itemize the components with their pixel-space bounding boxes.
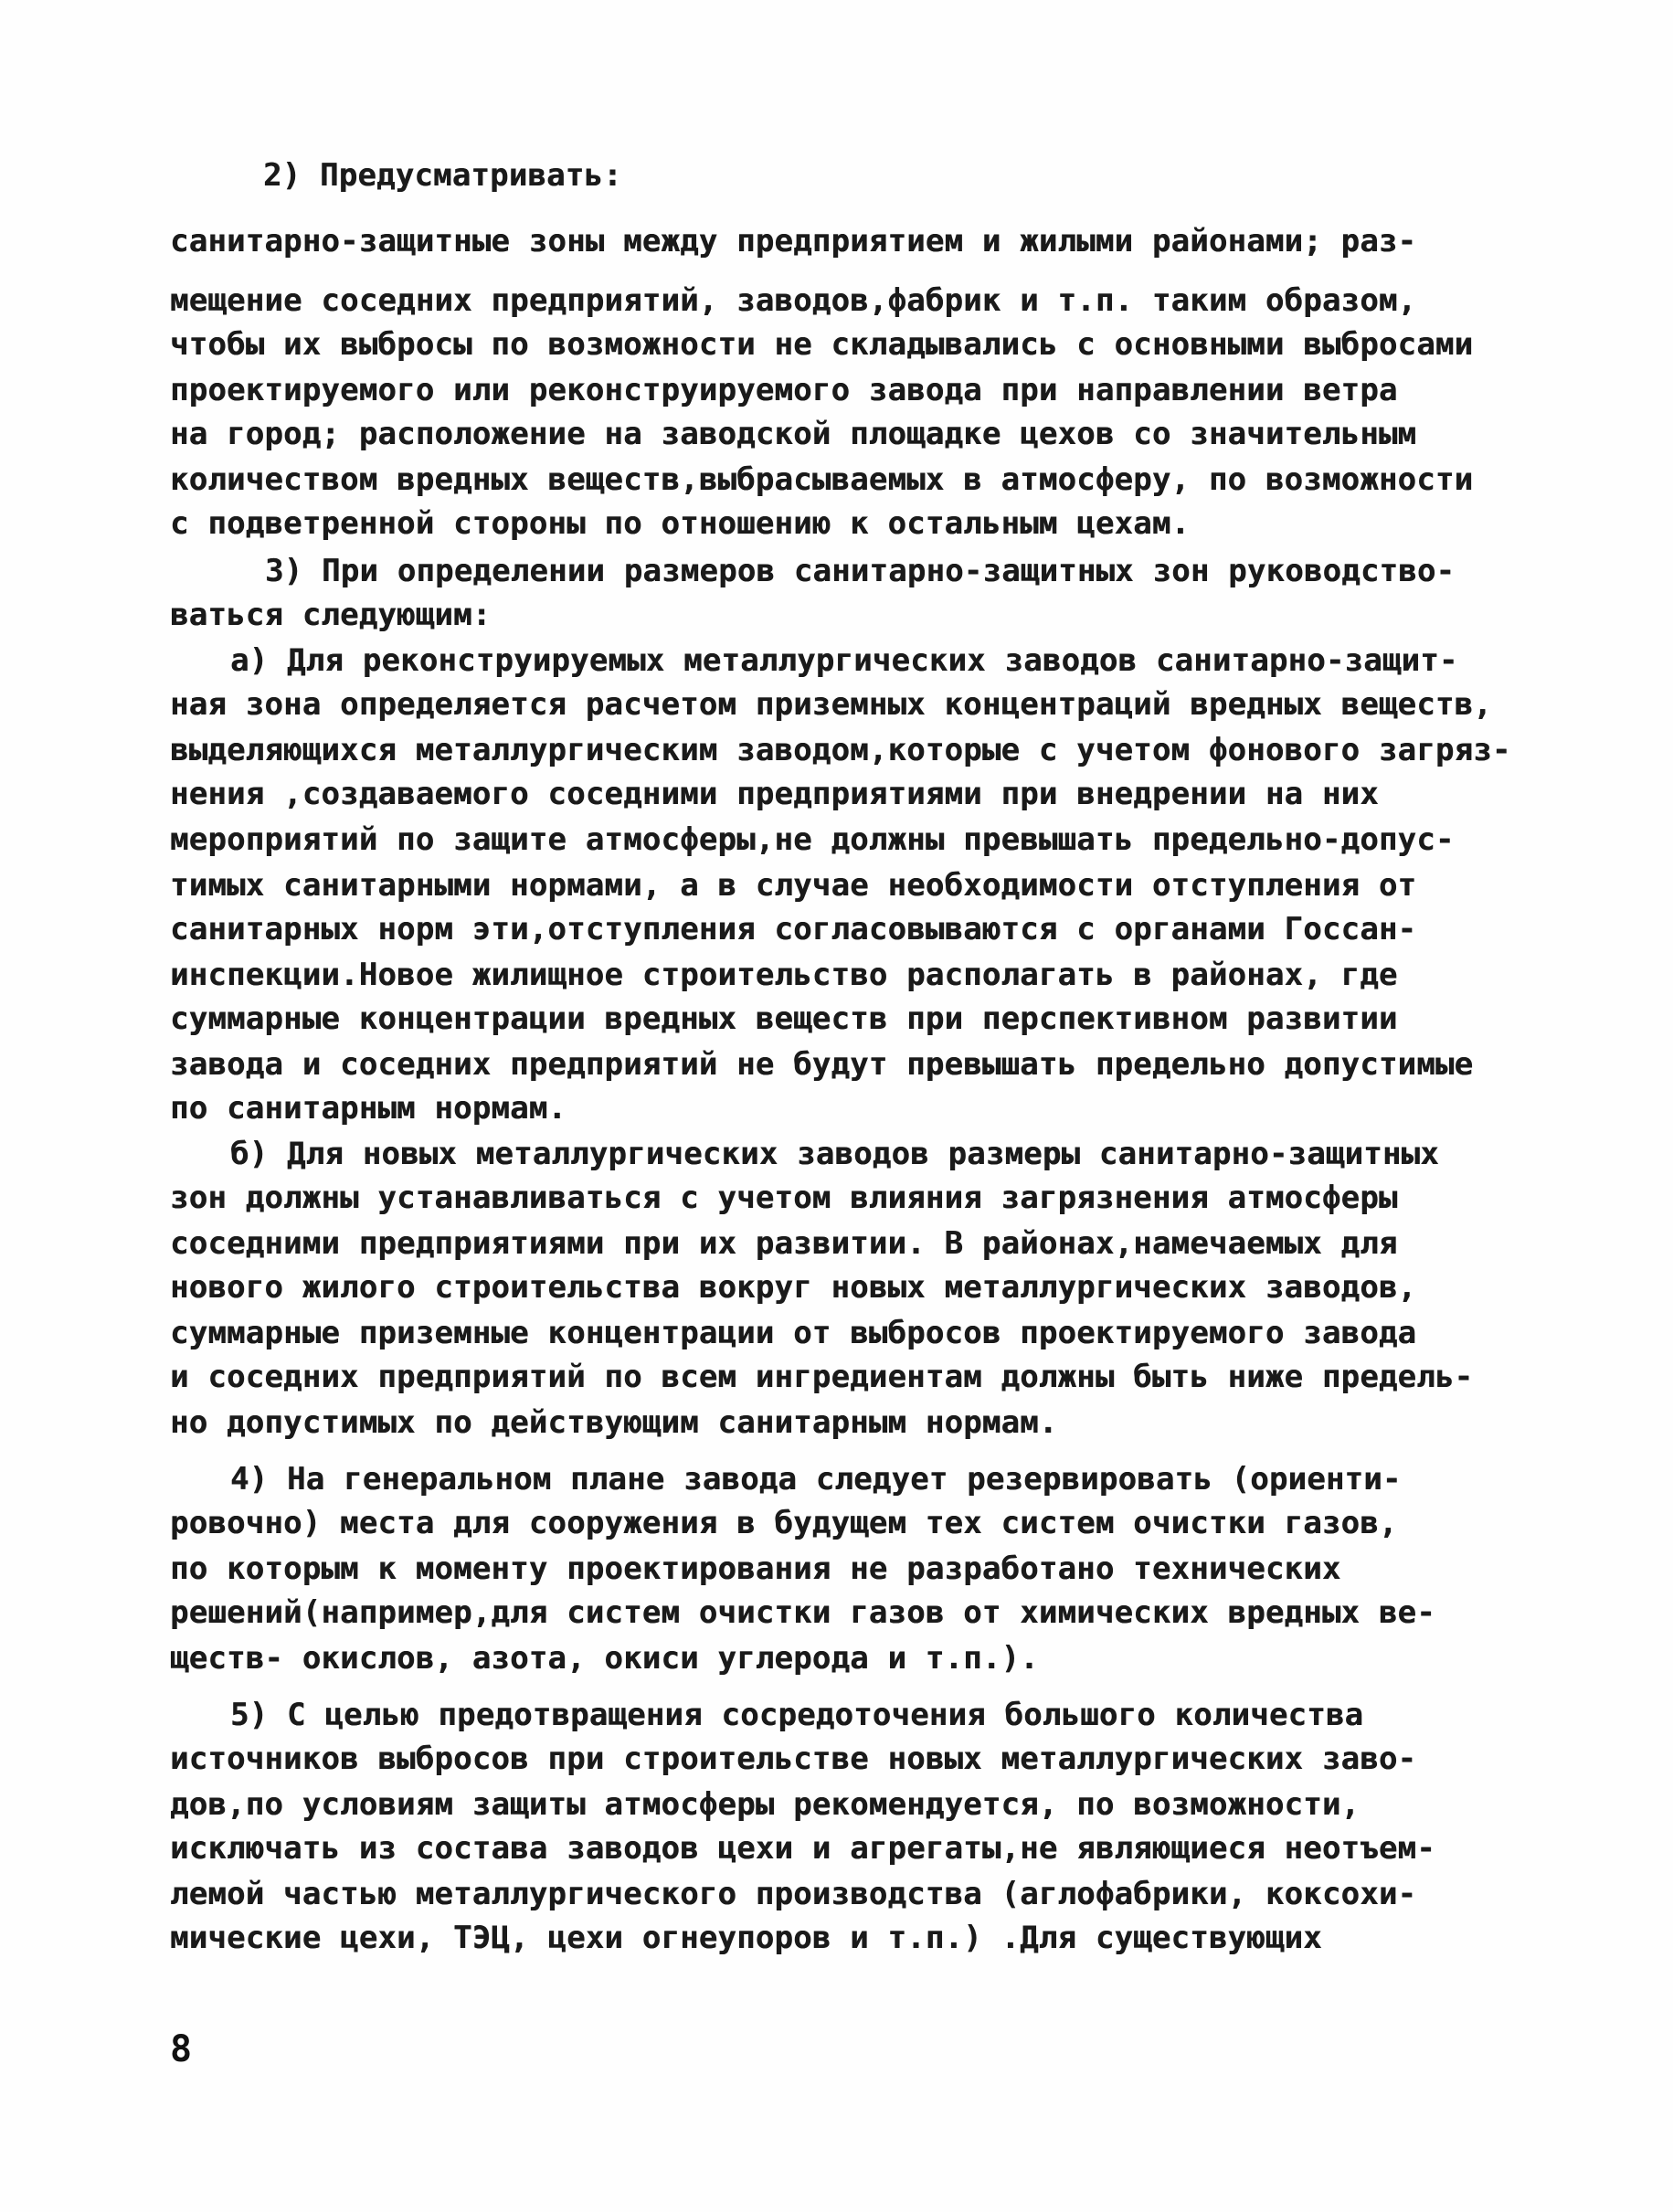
text-line: с подветренной стороны по отношению к остальным цехам. <box>170 505 1191 542</box>
text-line: б) Для новых металлургических заводов размеры санитарно-защитных <box>230 1136 1439 1172</box>
text-line: зон должны устанавливаться с учетом влияния загрязнения атмосферы <box>170 1180 1398 1216</box>
text-line: 4) На генеральном плане завода следует резервировать (ориенти- <box>230 1461 1402 1498</box>
text-line: 2) Предусматривать: <box>263 157 622 194</box>
text-line: источников выбросов при строительстве новых металлургических заво- <box>170 1741 1417 1777</box>
text-line: 5) С целью предотвращения сосредоточения большого количества <box>230 1697 1364 1733</box>
text-line: а) Для реконструируемых металлургических заводов санитарно-защит- <box>230 642 1458 679</box>
text-line: решений(например,для систем очистки газов от химических вредных ве- <box>170 1594 1435 1631</box>
text-line: ная зона определяется расчетом приземных концентраций вредных веществ, <box>170 686 1492 723</box>
text-line: инспекции.Новое жилищное строительство располагать в районах, где <box>170 957 1398 993</box>
text-line: дов,по условиям защиты атмосферы рекомендуется, по возможности, <box>170 1786 1361 1823</box>
text-line: ровочно) места для сооружения в будущем тех систем очистки газов, <box>170 1505 1398 1541</box>
text-line: чтобы их выбросы по возможности не складывались с основными выбросами <box>170 326 1474 363</box>
text-line: лемой частью металлургического производства (аглофабрики, коксохи- <box>170 1876 1417 1912</box>
text-line: выделяющихся металлургическим заводом,которые с учетом фонового загряз- <box>170 732 1511 768</box>
text-line: санитарно-защитные зоны между предприятием и жилыми районами; раз- <box>170 223 1417 259</box>
text-line: и соседних предприятий по всем ингредиентам должны быть ниже предель- <box>170 1359 1474 1395</box>
text-line: количеством вредных веществ,выбрасываемых в атмосферу, по возможности <box>170 461 1474 498</box>
text-line: суммарные приземные концентрации от выбросов проектируемого завода <box>170 1315 1417 1351</box>
text-line: проектируемого или реконструируемого завода при направлении ветра <box>170 372 1398 408</box>
text-line: 3) При определении размеров санитарно-защитных зон руководство- <box>265 553 1456 589</box>
text-line: нения ,создаваемого соседними предприятиями при внедрении на них <box>170 776 1379 812</box>
text-line: ваться следующим: <box>170 597 492 633</box>
text-line: соседними предприятиями при их развитии. В районах,намечаемых для <box>170 1225 1398 1262</box>
text-line: на город; расположение на заводской площадке цехов со значительным <box>170 416 1417 452</box>
text-line: суммарные концентрации вредных веществ при перспективном развитии <box>170 1000 1398 1037</box>
text-line: ществ- окислов, азота, окиси углерода и т.п.). <box>170 1640 1039 1677</box>
text-line: тимых санитарными нормами, а в случае необходимости отступления от <box>170 867 1417 904</box>
page-number: 8 <box>170 2028 193 2070</box>
text-line: мещение соседних предприятий, заводов,фабрик и т.п. таким образом, <box>170 282 1417 319</box>
text-line: по санитарным нормам. <box>170 1090 567 1127</box>
text-line: нового жилого строительства вокруг новых металлургических заводов, <box>170 1269 1417 1306</box>
text-line: по которым к моменту проектирования не разработано технических <box>170 1551 1341 1587</box>
text-line: исключать из состава заводов цехи и агрегаты,не являющиеся неотъем- <box>170 1830 1435 1867</box>
text-line: но допустимых по действующим санитарным нормам. <box>170 1404 1058 1441</box>
text-line: мические цехи, ТЭЦ, цехи огнеупоров и т.п.) .Для существующих <box>170 1920 1322 1956</box>
text-line: завода и соседних предприятий не будут превышать предельно допустимые <box>170 1046 1474 1083</box>
text-line: санитарных норм эти,отступления согласовываются с органами Госсан- <box>170 911 1417 947</box>
text-line: мероприятий по защите атмосферы,не должны превышать предельно-допус- <box>170 821 1455 858</box>
